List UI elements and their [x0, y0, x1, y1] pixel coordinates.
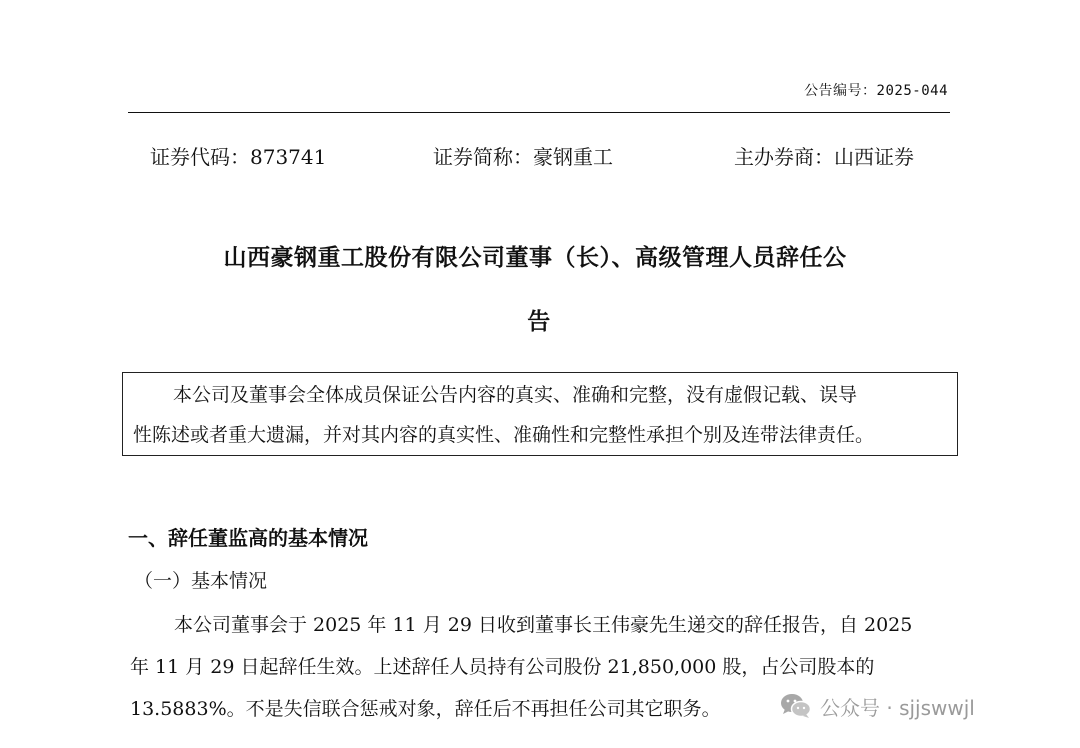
document-title	[128, 226, 950, 354]
disclaimer-line-1: 本公司及董事会全体成员保证公告内容的真实、准确和完整，没有虚假记载、误导	[173, 384, 858, 406]
watermark-text: 公众号 · sjjswwjl	[820, 695, 975, 720]
paragraph-line-1: 本公司董事会于 2025 年 11 月 29 日收到董事长王伟豪先生递交的辞任报告，自 2025	[174, 614, 913, 636]
securities-short-name: 证券简称：豪钢重工	[433, 145, 613, 169]
wechat-icon	[780, 692, 812, 720]
announcement-number: 公告编号：2025-044	[804, 83, 948, 99]
securities-code: 证券代码：873741	[150, 145, 327, 169]
disclaimer-line-2: 性陈述或者重大遗漏，并对其内容的真实性、准确性和完整性承担个别及连带法律责任。	[133, 424, 875, 446]
paragraph-line-3: 13.5883%。不是失信联合惩戒对象，辞任后不再担任公司其它职务。	[130, 698, 721, 720]
wechat-watermark	[780, 688, 975, 724]
section-heading: 一、辞任董监高的基本情况	[128, 526, 368, 550]
header-divider	[128, 112, 950, 113]
sponsor-broker: 主办券商：山西证券	[734, 145, 914, 169]
title-line-2: 告	[527, 308, 551, 335]
title-line-1: 山西豪钢重工股份有限公司董事（长）、高级管理人员辞任公	[223, 244, 847, 271]
disclaimer-box	[122, 372, 958, 456]
subsection-heading: （一）基本情况	[134, 570, 268, 592]
securities-info-row	[150, 141, 930, 171]
paragraph-line-2: 年 11 月 29 日起辞任生效。上述辞任人员持有公司股份 21,850,000 股，占公司股本的	[130, 656, 875, 678]
